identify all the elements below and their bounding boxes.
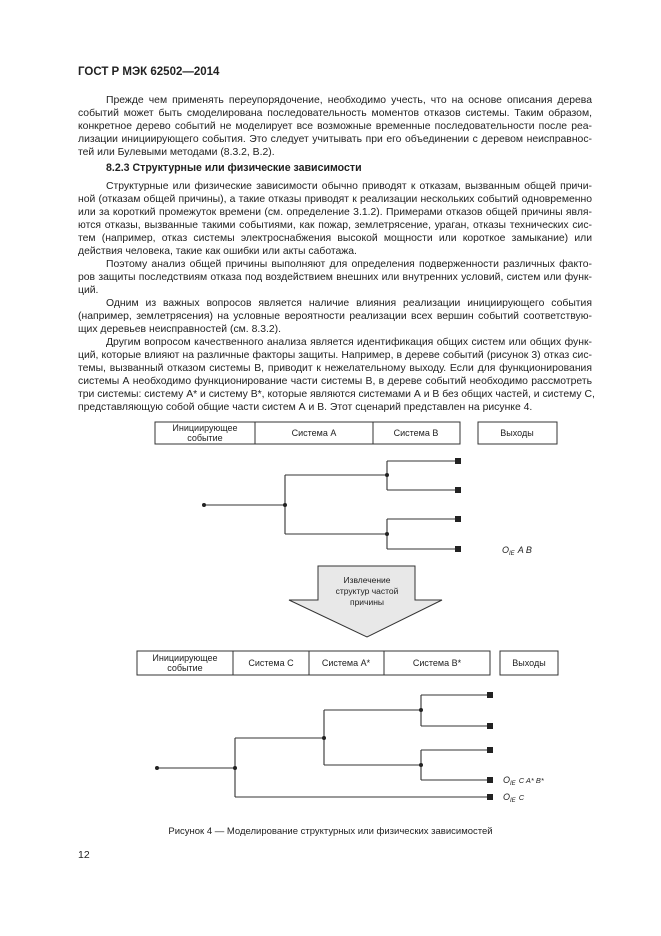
text-line: темы, вызванный отказом системы В, приводит к нежелательному выходу. Если для функционирования xyxy=(78,363,592,374)
text-line: ций. xyxy=(78,285,99,296)
text-line: Прежде чем применять переупорядочение, необходимо учесть, что на основе описания дерева xyxy=(106,95,592,106)
text-line: действия человека, такие как ошибки или акты саботажа. xyxy=(78,246,357,257)
text-line: Другим вопросом качественного анализа является идентификация общих систем или общих функ- xyxy=(106,337,592,348)
page-number: 12 xyxy=(78,849,90,861)
arrow-text-3: причины xyxy=(349,597,385,607)
header-system-b: Система В xyxy=(393,428,439,438)
arrow-text-2: структур частой xyxy=(335,586,399,596)
bottom-header-initiating-event: Инициирующее xyxy=(152,653,218,663)
text-line: ров защиты последствиям отказа под воздействием внешних или внутренних условий, систем или функ- xyxy=(78,272,592,283)
header-initiating-event-2: событие xyxy=(187,433,223,443)
text-line: Структурные или физические зависимости обычно приводят к отказам, вызванным общей причи- xyxy=(106,181,592,192)
text-line: тем (например, отказ системы электроснабжения высокой мощности или короткое замыкание) или xyxy=(78,233,592,244)
text-line: ются отказы, вызванные такими событиями, как пожар, землетрясение, ураган, отказы технических сис- xyxy=(78,220,592,231)
text-line: представляющую собой общие части систем А и В. Этот сценарий представлен на рисунке 4. xyxy=(78,402,533,413)
bottom-tree-branches xyxy=(157,695,488,797)
text-line: лизации инициирующего события. Это следует учитывать при его объединении с деревом неисправнос- xyxy=(78,134,592,145)
bottom-header-outputs: Выходы xyxy=(512,658,546,668)
text-line: щих деревьев неисправностей (см. 8.3.2). xyxy=(78,324,282,335)
text-line: три системы: систему А* и систему В*, которые являются системами А и В без общих частей, и систему С, xyxy=(78,389,595,400)
bottom-header-system-c: Система С xyxy=(248,658,294,668)
text-line: Поэтому анализ общей причины выполняют для определения подверженности различных факто- xyxy=(106,259,592,270)
text-line: событий может быть смоделирована последовательность моментов отказов системы. Таким образом, xyxy=(78,108,592,119)
text-line: системы А необходимо функционирование части системы В, в дереве событий необходимо рассмотреть xyxy=(78,376,592,387)
figure-caption: Рисунок 4 — Моделирование структурных или физических зависимостей xyxy=(168,826,493,837)
header-system-a: Система А xyxy=(291,428,337,438)
text-line: ций, которые влияют на различные факторы защиты. Например, в дереве событий (рисунок 3) отказ сис- xyxy=(78,350,592,361)
arrow-text-1: Извлечение xyxy=(343,575,391,585)
top-tree-branches xyxy=(204,461,456,549)
bottom-header-system-b-star: Система В* xyxy=(412,658,462,668)
text-line: тей или Булевыми методами (8.3.2, B.2). xyxy=(78,147,275,158)
section-heading: 8.2.3 Структурные или физические зависимости xyxy=(106,162,362,174)
bottom-outcome-label-2: $O_{IE}$ $^C$ xyxy=(503,792,525,804)
text-line: Одним из важных вопросов является наличие влияния реализации инициирующего события xyxy=(106,298,592,309)
bottom-header-initiating-event-2: событие xyxy=(167,663,203,673)
bottom-header-system-a-star: Система А* xyxy=(321,658,371,668)
text-line: или за короткий промежуток времени (см. определение 3.1.2). Примерами отказов общей причины явля- xyxy=(78,207,592,218)
document-id-header: ГОСТ Р МЭК 62502—2014 xyxy=(78,66,220,78)
bottom-outcome-label-1: $O_{IE}$ $^{C A* B*}$ xyxy=(503,775,544,787)
text-line: ной (отказам общей причины), а такие отказы приводят к реализации нескольких событий одновременно xyxy=(78,194,592,205)
header-initiating-event: Инициирующее xyxy=(172,423,238,433)
top-outcome-label: $O_{IE}$ A B xyxy=(502,545,532,557)
header-outputs: Выходы xyxy=(500,428,534,438)
text-line: конкретное дерево событий не моделирует все возможные временные последовательности после реа- xyxy=(78,121,592,132)
text-line: (например, землетрясения) на условные вероятности реализации всех вершин событий соответствую- xyxy=(78,311,592,322)
